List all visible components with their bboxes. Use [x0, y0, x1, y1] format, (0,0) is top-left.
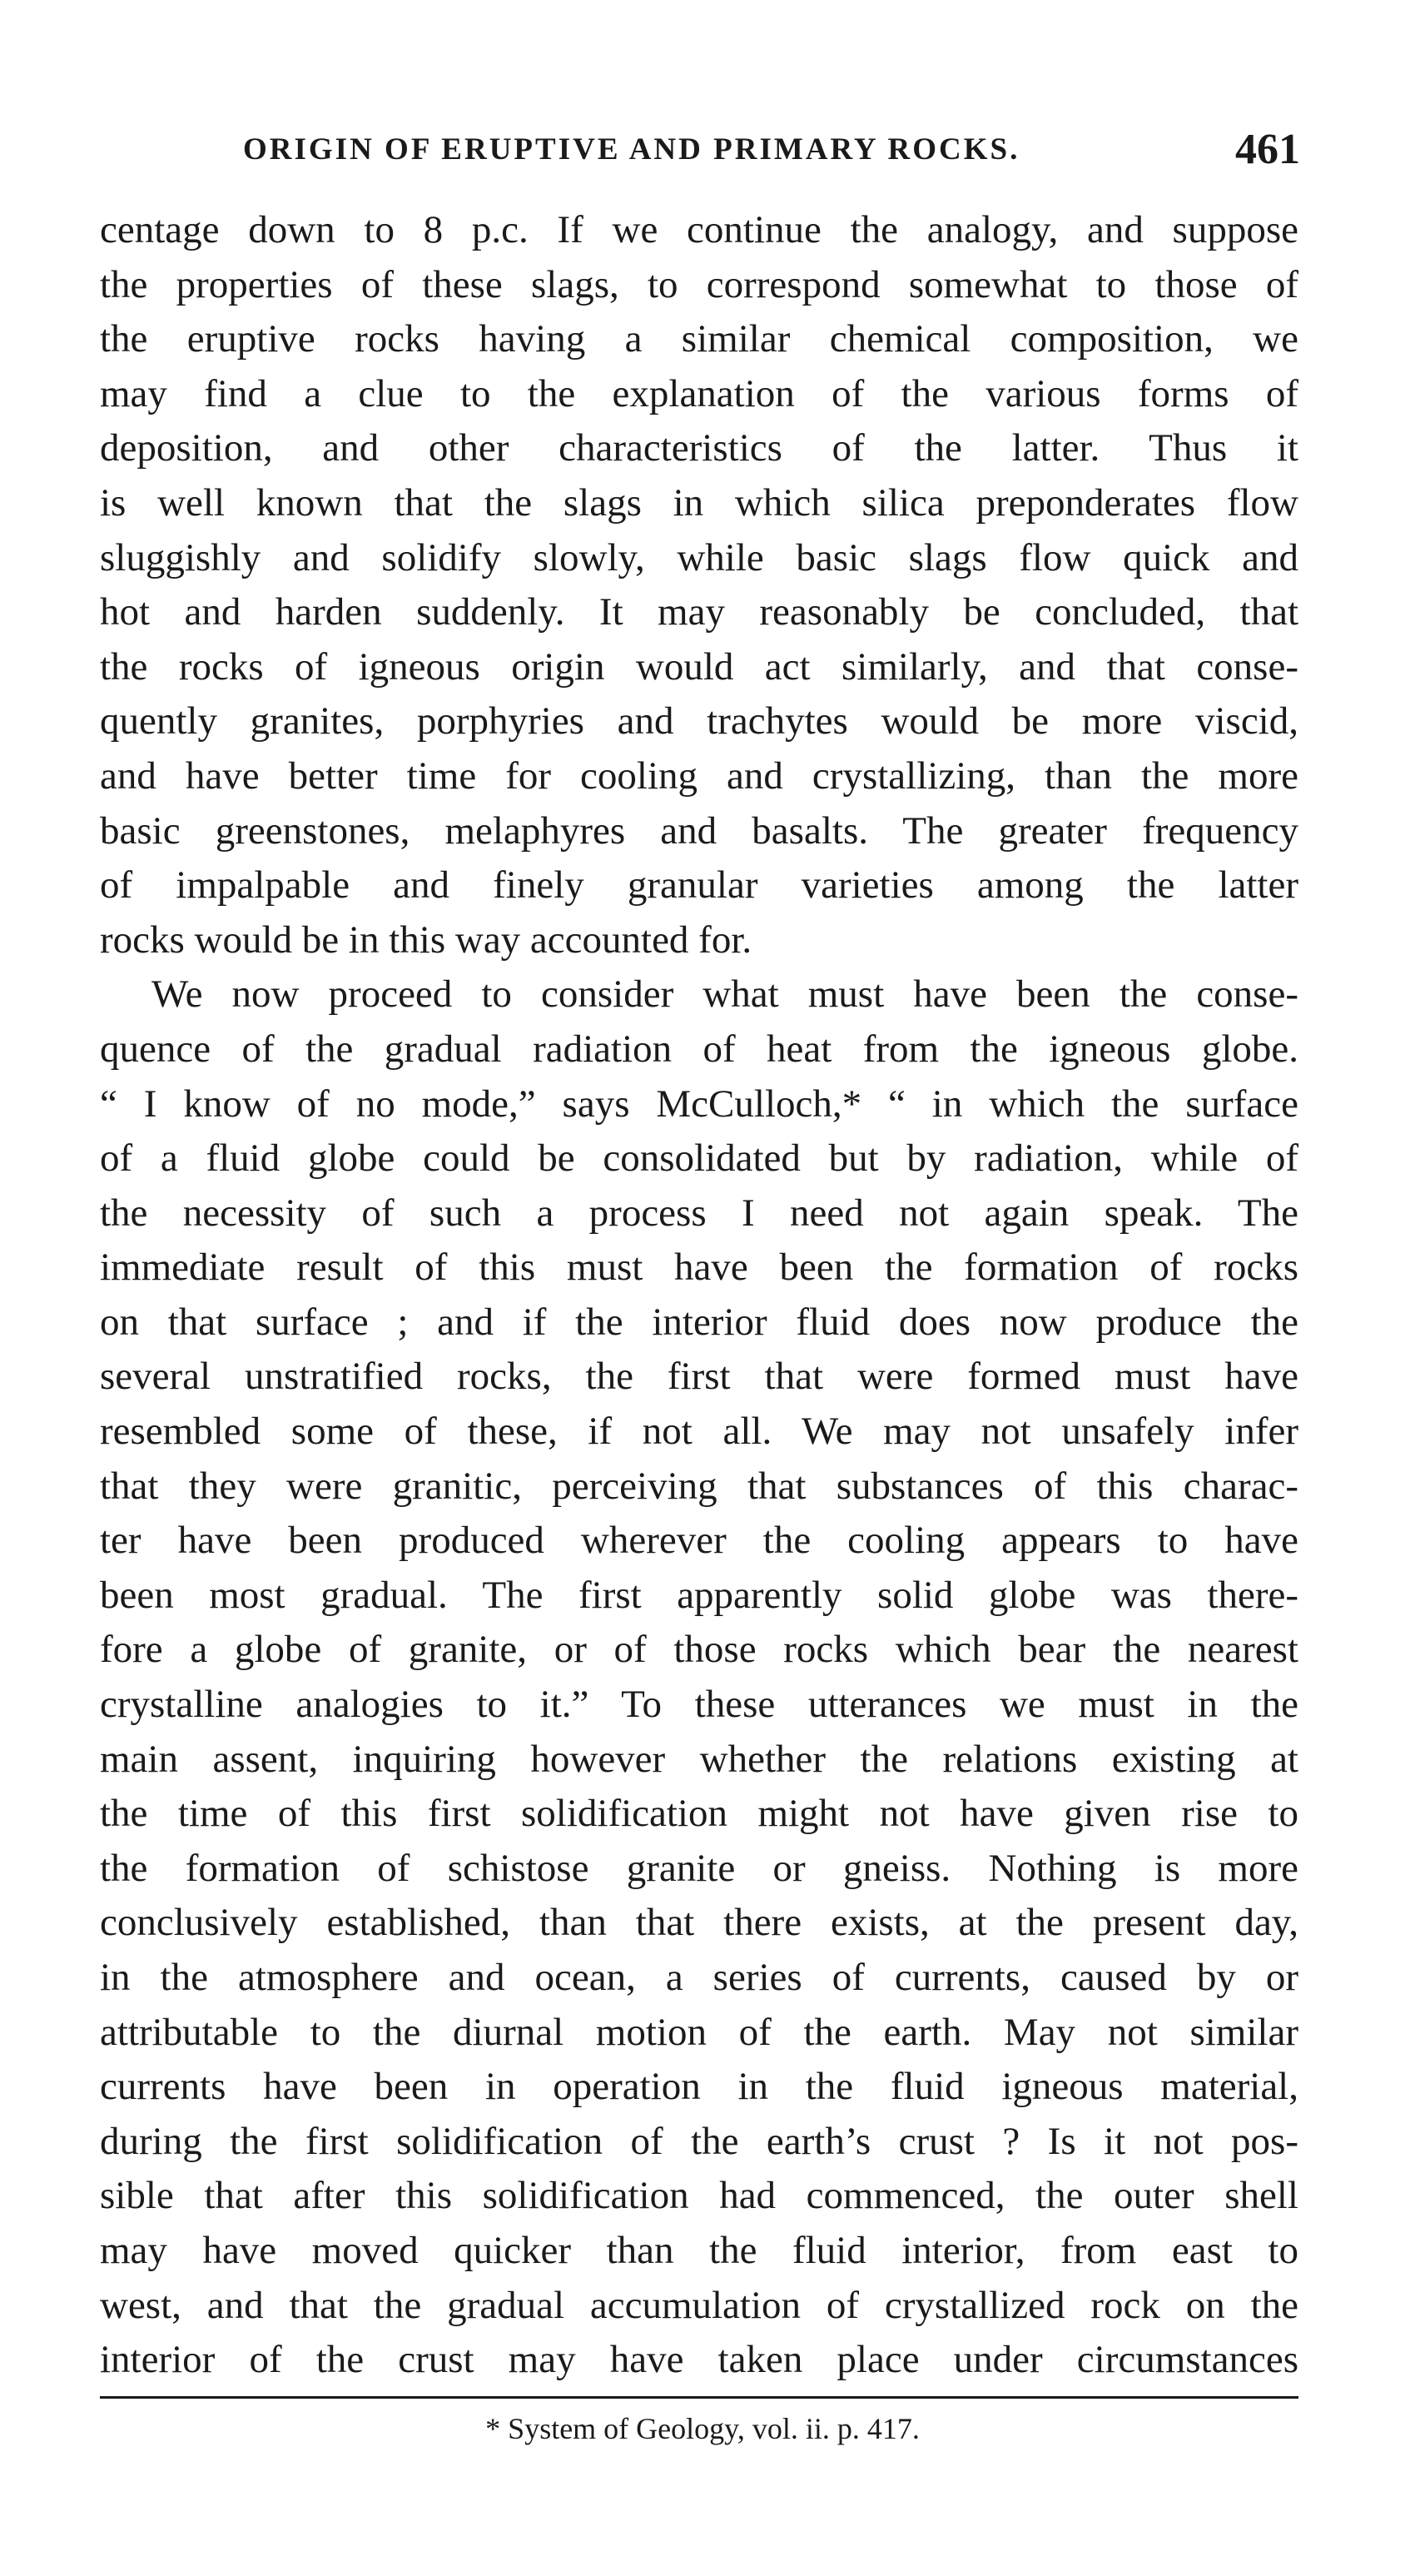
paragraph-start-line: We now proceed to consider what must have been the conse-: [151, 972, 1298, 1017]
text-line: basic greenstones, melaphyres and basalts. The greater frequency: [100, 808, 1298, 853]
text-line: crystalline analogies to it.” To these utterances we must in the: [100, 1683, 1298, 1727]
text-line: fore a globe of granite, or of those rocks which bear the nearest: [100, 1628, 1298, 1672]
footnote-rule: [100, 2396, 1298, 2399]
text-line: immediate result of this must have been the formation of rocks: [100, 1246, 1298, 1290]
text-line: currents have been in operation in the fluid igneous material,: [100, 2065, 1298, 2109]
text-line: ter have been produced wherever the cooling appears to have: [100, 1519, 1298, 1563]
running-head: [243, 125, 1300, 183]
text-line: deposition, and other characteristics of the latter. Thus it: [100, 426, 1298, 470]
text-line: the properties of these slags, to correspond somewhat to those of: [100, 262, 1298, 306]
text-line: the formation of schistose granite or gneiss. Nothing is more: [100, 1846, 1298, 1890]
text-line: the necessity of such a process I need not again speak. The: [100, 1191, 1298, 1235]
text-line: several unstratified rocks, the first that were formed must have: [100, 1355, 1298, 1399]
text-line: west, and that the gradual accumulation of crystallized rock on the: [100, 2283, 1298, 2327]
text-line: quence of the gradual radiation of heat from the igneous globe.: [100, 1027, 1298, 1071]
text-line: the time of this first solidification might not have given rise to: [100, 1792, 1298, 1836]
text-line: the rocks of igneous origin would act similarly, and that conse-: [100, 644, 1298, 689]
text-line: of impalpable and finely granular varieties among the latter: [100, 863, 1298, 908]
text-line: of a fluid globe could be consolidated but by radiation, while of: [100, 1136, 1298, 1181]
text-line: rocks would be in this way accounted for.: [100, 918, 752, 962]
text-line: may find a clue to the explanation of the various forms of: [100, 371, 1298, 415]
text-line: conclusively established, than that there exists, at the present day,: [100, 1901, 1298, 1945]
text-line: sluggishly and solidify slowly, while basic slags flow quick and: [100, 535, 1298, 579]
text-line: in the atmosphere and ocean, a series of currents, caused by or: [100, 1956, 1298, 1999]
text-line: and have better time for cooling and crystallizing, than the more: [100, 753, 1298, 798]
running-title: ORIGIN OF ERUPTIVE AND PRIMARY ROCKS.: [243, 132, 1020, 167]
text-line: centage down to 8 p.c. If we continue the analogy, and suppose: [100, 208, 1298, 251]
text-line: attributable to the diurnal motion of the earth. May not similar: [100, 2010, 1298, 2054]
text-line: on that surface ; and if the interior fluid does now produce the: [100, 1300, 1298, 1344]
text-line: hot and harden suddenly. It may reasonably be concluded, that: [100, 590, 1298, 634]
page-number: 461: [1235, 126, 1300, 173]
text-line: been most gradual. The first apparently solid globe was there-: [100, 1573, 1298, 1617]
text-line: during the first solidification of the earth’s crust ? Is it not pos-: [100, 2119, 1298, 2163]
text-line: quently granites, porphyries and trachytes would be more viscid,: [100, 699, 1298, 743]
text-line: resembled some of these, if not all. We may not unsafely infer: [100, 1410, 1298, 1454]
text-line: the eruptive rocks having a similar chemical composition, we: [100, 317, 1298, 361]
text-line: that they were granitic, perceiving that substances of this charac-: [100, 1464, 1298, 1508]
footnote: * System of Geology, vol. ii. p. 417.: [485, 2412, 920, 2445]
text-line: main assent, inquiring however whether the relations existing at: [100, 1737, 1298, 1781]
text-line: interior of the crust may have taken place under circumstances: [100, 2338, 1298, 2382]
text-line: may have moved quicker than the fluid interior, from east to: [100, 2228, 1298, 2272]
text-line: is well known that the slags in which silica preponderates flow: [100, 480, 1298, 525]
body-text: [100, 203, 1298, 2388]
text-line: “ I know of no mode,” says McCulloch,* “ in which the surface: [100, 1082, 1298, 1126]
text-line: sible that after this solidification had commenced, the outer shell: [100, 2174, 1298, 2218]
